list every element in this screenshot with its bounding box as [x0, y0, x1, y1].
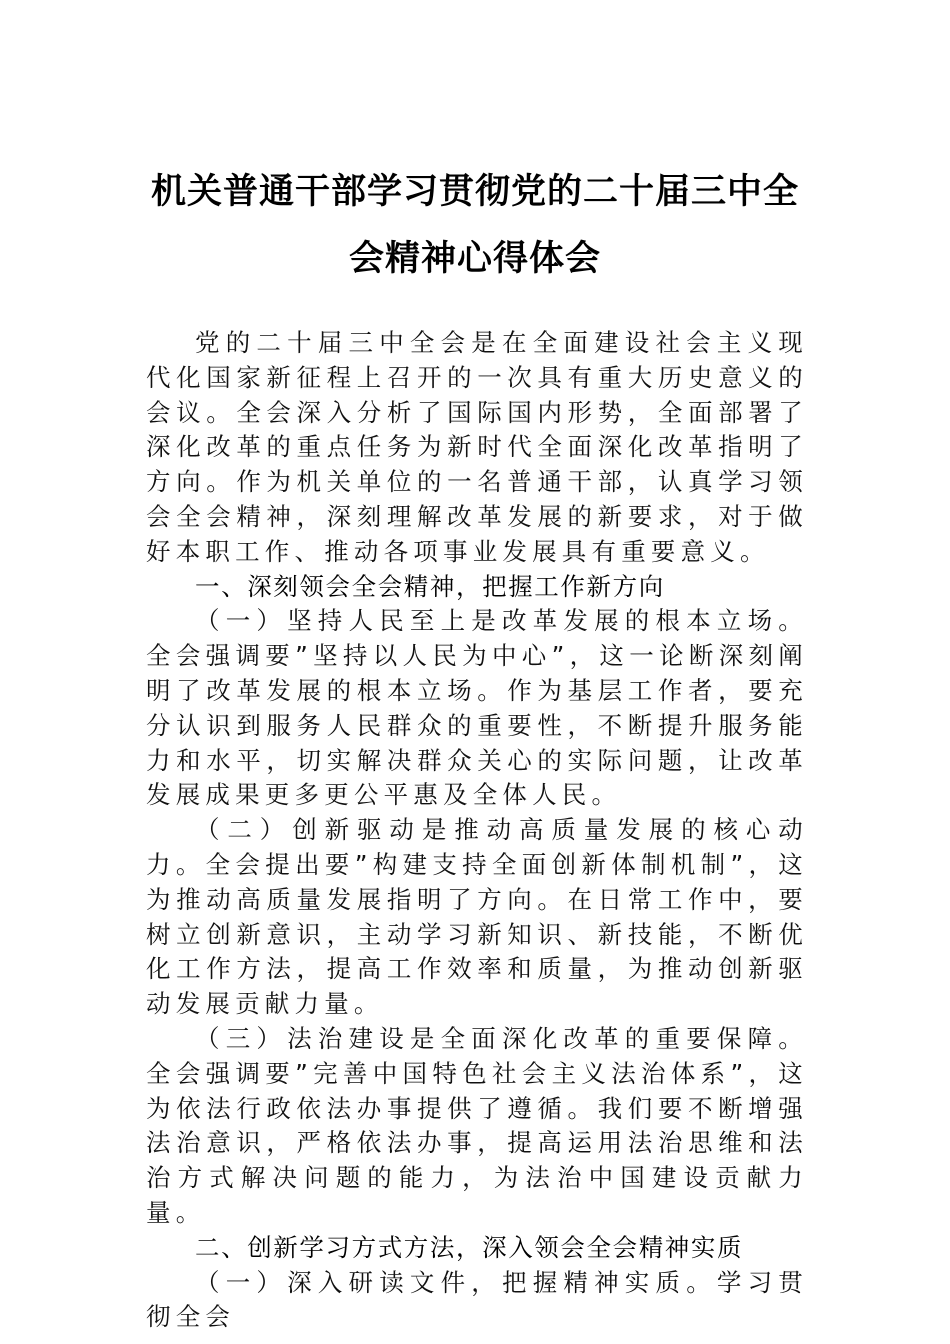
intro-paragraph: 党的二十届三中全会是在全面建设社会主义现代化国家新征程上召开的一次具有重大历史意义的会议。全会深入分析了国际国内形势，全面部署了深化改革的重点任务为新时代全面深化改革指明了方向。作为机关单位的一名普通干部，认真学习领会全会精神，深刻理解改革发展的新要求，对于做好本职工作、推动各项事业发展具有重要意义。	[146, 328, 808, 566]
document-title-line-1: 机关普通干部学习贯彻党的二十届三中全	[150, 171, 799, 212]
document-body	[146, 326, 808, 1332]
subsection-paragraph-1-3: （三）法治建设是全面深化改革的重要保障。全会强调要”完善中国特色社会主义法治体系”，这为依法行政依法办事提供了遵循。我们要不断增强法治意识，严格依法办事，提高运用法治思维和法治方式解决问题的能力，为法治中国建设贡献力量。	[146, 1023, 808, 1227]
section-heading-1: 一、深刻领会全会精神，把握工作新方向	[195, 571, 665, 601]
section-heading-2: 二、创新学习方式方法，深入领会全会精神实质	[195, 1232, 744, 1262]
document-title-line-2: 会精神心得体会	[348, 238, 601, 279]
subsection-paragraph-2-1: （一）深入研读文件，把握精神实质。学习贯彻全会	[146, 1267, 808, 1332]
subsection-paragraph-1-1: （一）坚持人民至上是改革发展的根本立场。全会强调要”坚持以人民为中心”，这一论断深刻阐明了改革发展的根本立场。作为基层工作者，要充分认识到服务人民群众的重要性，不断提升服务能力和水平，切实解决群众关心的实际问题，让改革发展成果更多更公平惠及全体人民。	[146, 606, 808, 810]
subsection-paragraph-1-2: （二）创新驱动是推动高质量发展的核心动力。全会提出要”构建支持全面创新体制机制”，这为推动高质量发展指明了方向。在日常工作中，要树立创新意识，主动学习新知识、新技能，不断优化工作方法，提高工作效率和质量，为推动创新驱动发展贡献力量。	[146, 815, 808, 1019]
